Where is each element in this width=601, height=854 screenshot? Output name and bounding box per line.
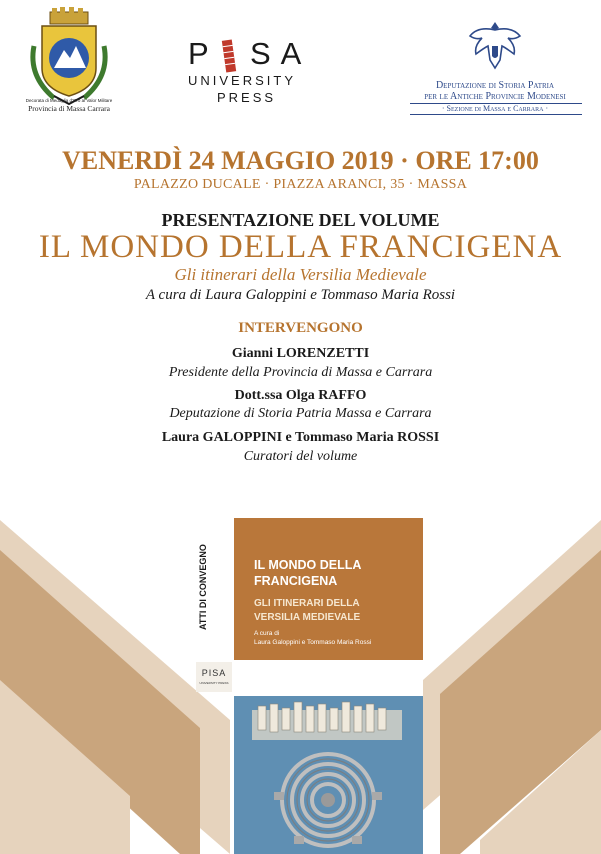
province-caption: Provincia di Massa Carrara <box>28 104 110 113</box>
cover-editors: Laura Galoppini e Tommaso Maria Rossi <box>254 639 372 646</box>
cover-subtitle: GLI ITINERARI DELLA <box>254 598 360 609</box>
speaker-name: Gianni LORENZETTI <box>231 346 370 361</box>
deputation-rule <box>410 114 582 115</box>
deputation-line1: Deputazione di Storia Patria <box>435 80 555 91</box>
presentation-heading: PRESENTAZIONE DEL VOLUME <box>161 210 440 230</box>
speaker-name: Laura GALOPPINI e Tommaso Maria ROSSI <box>161 430 440 445</box>
speaker-name: Dott.ssa Olga RAFFO <box>234 388 367 403</box>
province-caption-small: Decorata di Medaglia d'Oro al Valor Militare <box>25 98 113 103</box>
deputation-line3: · Sezione di Massa e Carrara · <box>441 104 549 113</box>
cover-publisher-logo: PISA <box>201 668 227 678</box>
eagle-icon <box>466 16 524 74</box>
book-subtitle: Gli itinerari della Versilia Medievale <box>174 265 427 284</box>
cover-title: FRANCIGENA <box>254 574 338 588</box>
speaker-role: Presidente della Provincia di Massa e Carrara <box>168 365 433 380</box>
cover-subtitle: VERSILIA MEDIEVALE <box>254 612 361 623</box>
deputation-line2: per le Antiche Provincie Modenesi <box>424 91 566 102</box>
labyrinth-image <box>234 696 423 854</box>
publisher-logo-sa: SA <box>250 36 312 71</box>
cover-series-label: ATTI DI CONVEGNO <box>198 544 208 630</box>
event-place: PALAZZO DUCALE · PIAZZA ARANCI, 35 · MASSA <box>133 177 468 192</box>
province-crest-icon <box>24 6 114 108</box>
publisher-logo-press: PRESS <box>217 90 277 105</box>
cover-editors: A cura di <box>254 630 280 637</box>
cover-band <box>234 660 423 696</box>
publisher-logo-university: UNIVERSITY <box>188 73 297 88</box>
leaning-tower-icon <box>218 38 240 74</box>
speakers-heading: INTERVENGONO <box>238 320 363 336</box>
cover-title: IL MONDO DELLA <box>254 558 362 572</box>
speaker-role: Curatori del volume <box>243 449 358 464</box>
cover-publisher-sub: UNIVERSITY PRESS <box>199 681 229 685</box>
publisher-logo-p: P <box>188 36 212 71</box>
book-title: IL MONDO DELLA FRANCIGENA <box>38 229 563 265</box>
book-editors: A cura di Laura Galoppini e Tommaso Maria Rossi <box>145 287 456 303</box>
speaker-role: Deputazione di Storia Patria Massa e Carrara <box>169 406 432 421</box>
event-date: VENERDÌ 24 MAGGIO 2019 · ORE 17:00 <box>62 146 539 175</box>
